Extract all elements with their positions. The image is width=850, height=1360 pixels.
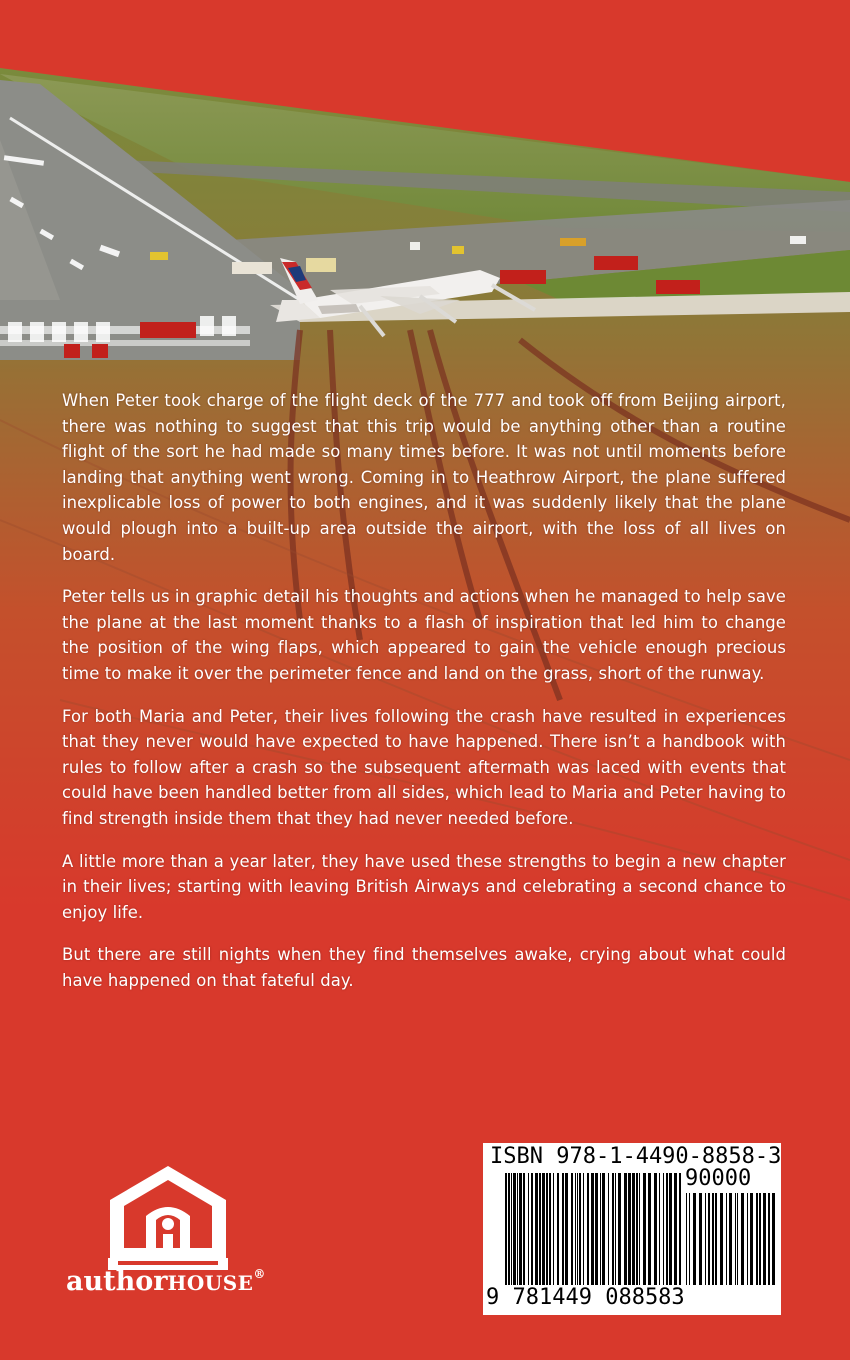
blurb-paragraph-5: But there are still nights when they find themselves awake, crying about what could have happened on that fateful day.: [62, 945, 786, 990]
barcode-bar: [674, 1173, 677, 1291]
barcode-bar: [729, 1193, 732, 1285]
barcode-bar: [628, 1173, 631, 1291]
barcode-bar: [528, 1173, 529, 1291]
blurb-text: [62, 388, 786, 1010]
barcode-bar: [741, 1193, 744, 1285]
isbn-barcode-box: [483, 1143, 781, 1315]
barcode-bar: [759, 1193, 761, 1285]
barcode-bar: [579, 1173, 581, 1291]
barcode-bar: [763, 1193, 766, 1285]
publisher-logo: [66, 1162, 282, 1312]
barcode-bar: [720, 1193, 723, 1285]
barcode-bar: [663, 1173, 664, 1291]
barcode-bar: [643, 1173, 646, 1291]
barcode-bar: [542, 1173, 545, 1291]
barcode-bar: [768, 1193, 770, 1285]
barcode-bar: [699, 1193, 702, 1285]
blurb-paragraph-1: When Peter took charge of the flight deck of the 777 and took off from Beijing airport, there was nothing to suggest that this trip would be anything other than a routine flight of the sort he had made so many times before. It was not until moments before landing that anything went wrong. Coming in to Heathrow Airport, the plane suffered inexplicable loss of power to both engines, and it was suddenly likely that the plane would plough into a built-up area outside the airport, with the loss of all lives on board.: [62, 391, 786, 564]
barcode-bar: [557, 1173, 559, 1291]
barcode-bar: [595, 1173, 598, 1291]
barcode-bar: [737, 1193, 738, 1285]
barcode-bar: [565, 1173, 568, 1291]
authorhouse-arch-logo-icon: [106, 1162, 230, 1274]
barcode-bar: [583, 1173, 584, 1291]
isbn-label: ISBN 978-1-4490-8858-3: [490, 1144, 782, 1169]
barcode-bar: [636, 1173, 638, 1291]
barcode-bar: [708, 1193, 710, 1285]
publisher-wordmark: [66, 1266, 265, 1297]
barcode-bar: [571, 1173, 573, 1291]
barcode-bar: [575, 1173, 576, 1291]
barcode-bar: [549, 1173, 551, 1291]
ean-digits: 9 781449 088583: [486, 1285, 689, 1310]
barcode-bar: [772, 1193, 775, 1285]
barcode-bar: [608, 1173, 609, 1291]
barcode-bar: [539, 1173, 541, 1291]
barcode-bar: [531, 1173, 533, 1291]
barcode-bar: [705, 1193, 706, 1285]
barcode-bar: [615, 1173, 616, 1291]
barcode-bar: [639, 1173, 640, 1291]
barcode-bar: [715, 1193, 717, 1285]
barcode-bar: [517, 1173, 518, 1291]
barcode-bar: [591, 1173, 594, 1291]
barcode-bar: [513, 1173, 516, 1291]
barcode-bar: [587, 1173, 589, 1291]
barcode-bar: [747, 1193, 748, 1285]
publisher-name-part1: author: [66, 1266, 168, 1297]
barcode-bar: [523, 1173, 525, 1291]
barcode-bar: [632, 1173, 635, 1291]
barcode-bar: [735, 1193, 736, 1285]
publisher-name-part2: HOUSE: [167, 1271, 254, 1295]
blurb-paragraph-4: A little more than a year later, they have used these strengths to begin a new chapter in their lives; starting with leaving British Airways and celebrating a second chance to enjoy life.: [62, 851, 786, 922]
barcode-bar: [654, 1173, 657, 1291]
barcode-bar: [659, 1173, 660, 1291]
price-code: 90000: [685, 1166, 752, 1191]
barcode-bar: [618, 1173, 621, 1291]
barcode-bar: [562, 1173, 564, 1291]
barcode-bar: [669, 1173, 672, 1291]
barcode-bar: [756, 1193, 758, 1285]
barcode-bar: [666, 1173, 668, 1291]
barcode-bar: [686, 1193, 687, 1285]
barcode-bar: [519, 1173, 522, 1291]
barcode-bar: [600, 1173, 601, 1291]
registered-mark: ®: [253, 1267, 266, 1281]
barcode-bar: [679, 1173, 681, 1291]
barcode-bar: [693, 1193, 696, 1285]
barcode-bar: [712, 1193, 714, 1285]
blurb-paragraph-2: Peter tells us in graphic detail his thoughts and actions when he managed to help save the plane at the last moment thanks to a flash of inspiration that led him to change the position of the wing flaps, which appeared to gain the vehicle enough precious time to make it over the perimeter fence and land on the grass, short of the runway.: [62, 587, 786, 683]
blurb-paragraph-3: For both Maria and Peter, their lives following the crash have resulted in experiences that they never would have expected to have happened. There isn’t a handbook with rules to follow after a crash so the subsequent aftermath was laced with events that could have been handled better from all sides, which lead to Maria and Peter having to find strength inside them that they had never needed before.: [62, 706, 786, 828]
addon-barcode: [686, 1193, 776, 1285]
barcode-bar: [624, 1173, 627, 1291]
barcode-bar: [505, 1173, 507, 1291]
barcode-bar: [612, 1173, 614, 1291]
barcode-bar: [508, 1173, 510, 1291]
barcode-bar: [511, 1173, 512, 1291]
ean-barcode: [505, 1173, 681, 1291]
barcode-bar: [553, 1173, 554, 1291]
barcode-bar: [726, 1193, 727, 1285]
barcode-bar: [602, 1173, 605, 1291]
barcode-bar: [689, 1193, 690, 1285]
barcode-bar: [535, 1173, 538, 1291]
barcode-bar: [750, 1193, 753, 1285]
barcode-bar: [577, 1173, 578, 1291]
barcode-bar: [546, 1173, 548, 1291]
barcode-bar: [648, 1173, 651, 1291]
